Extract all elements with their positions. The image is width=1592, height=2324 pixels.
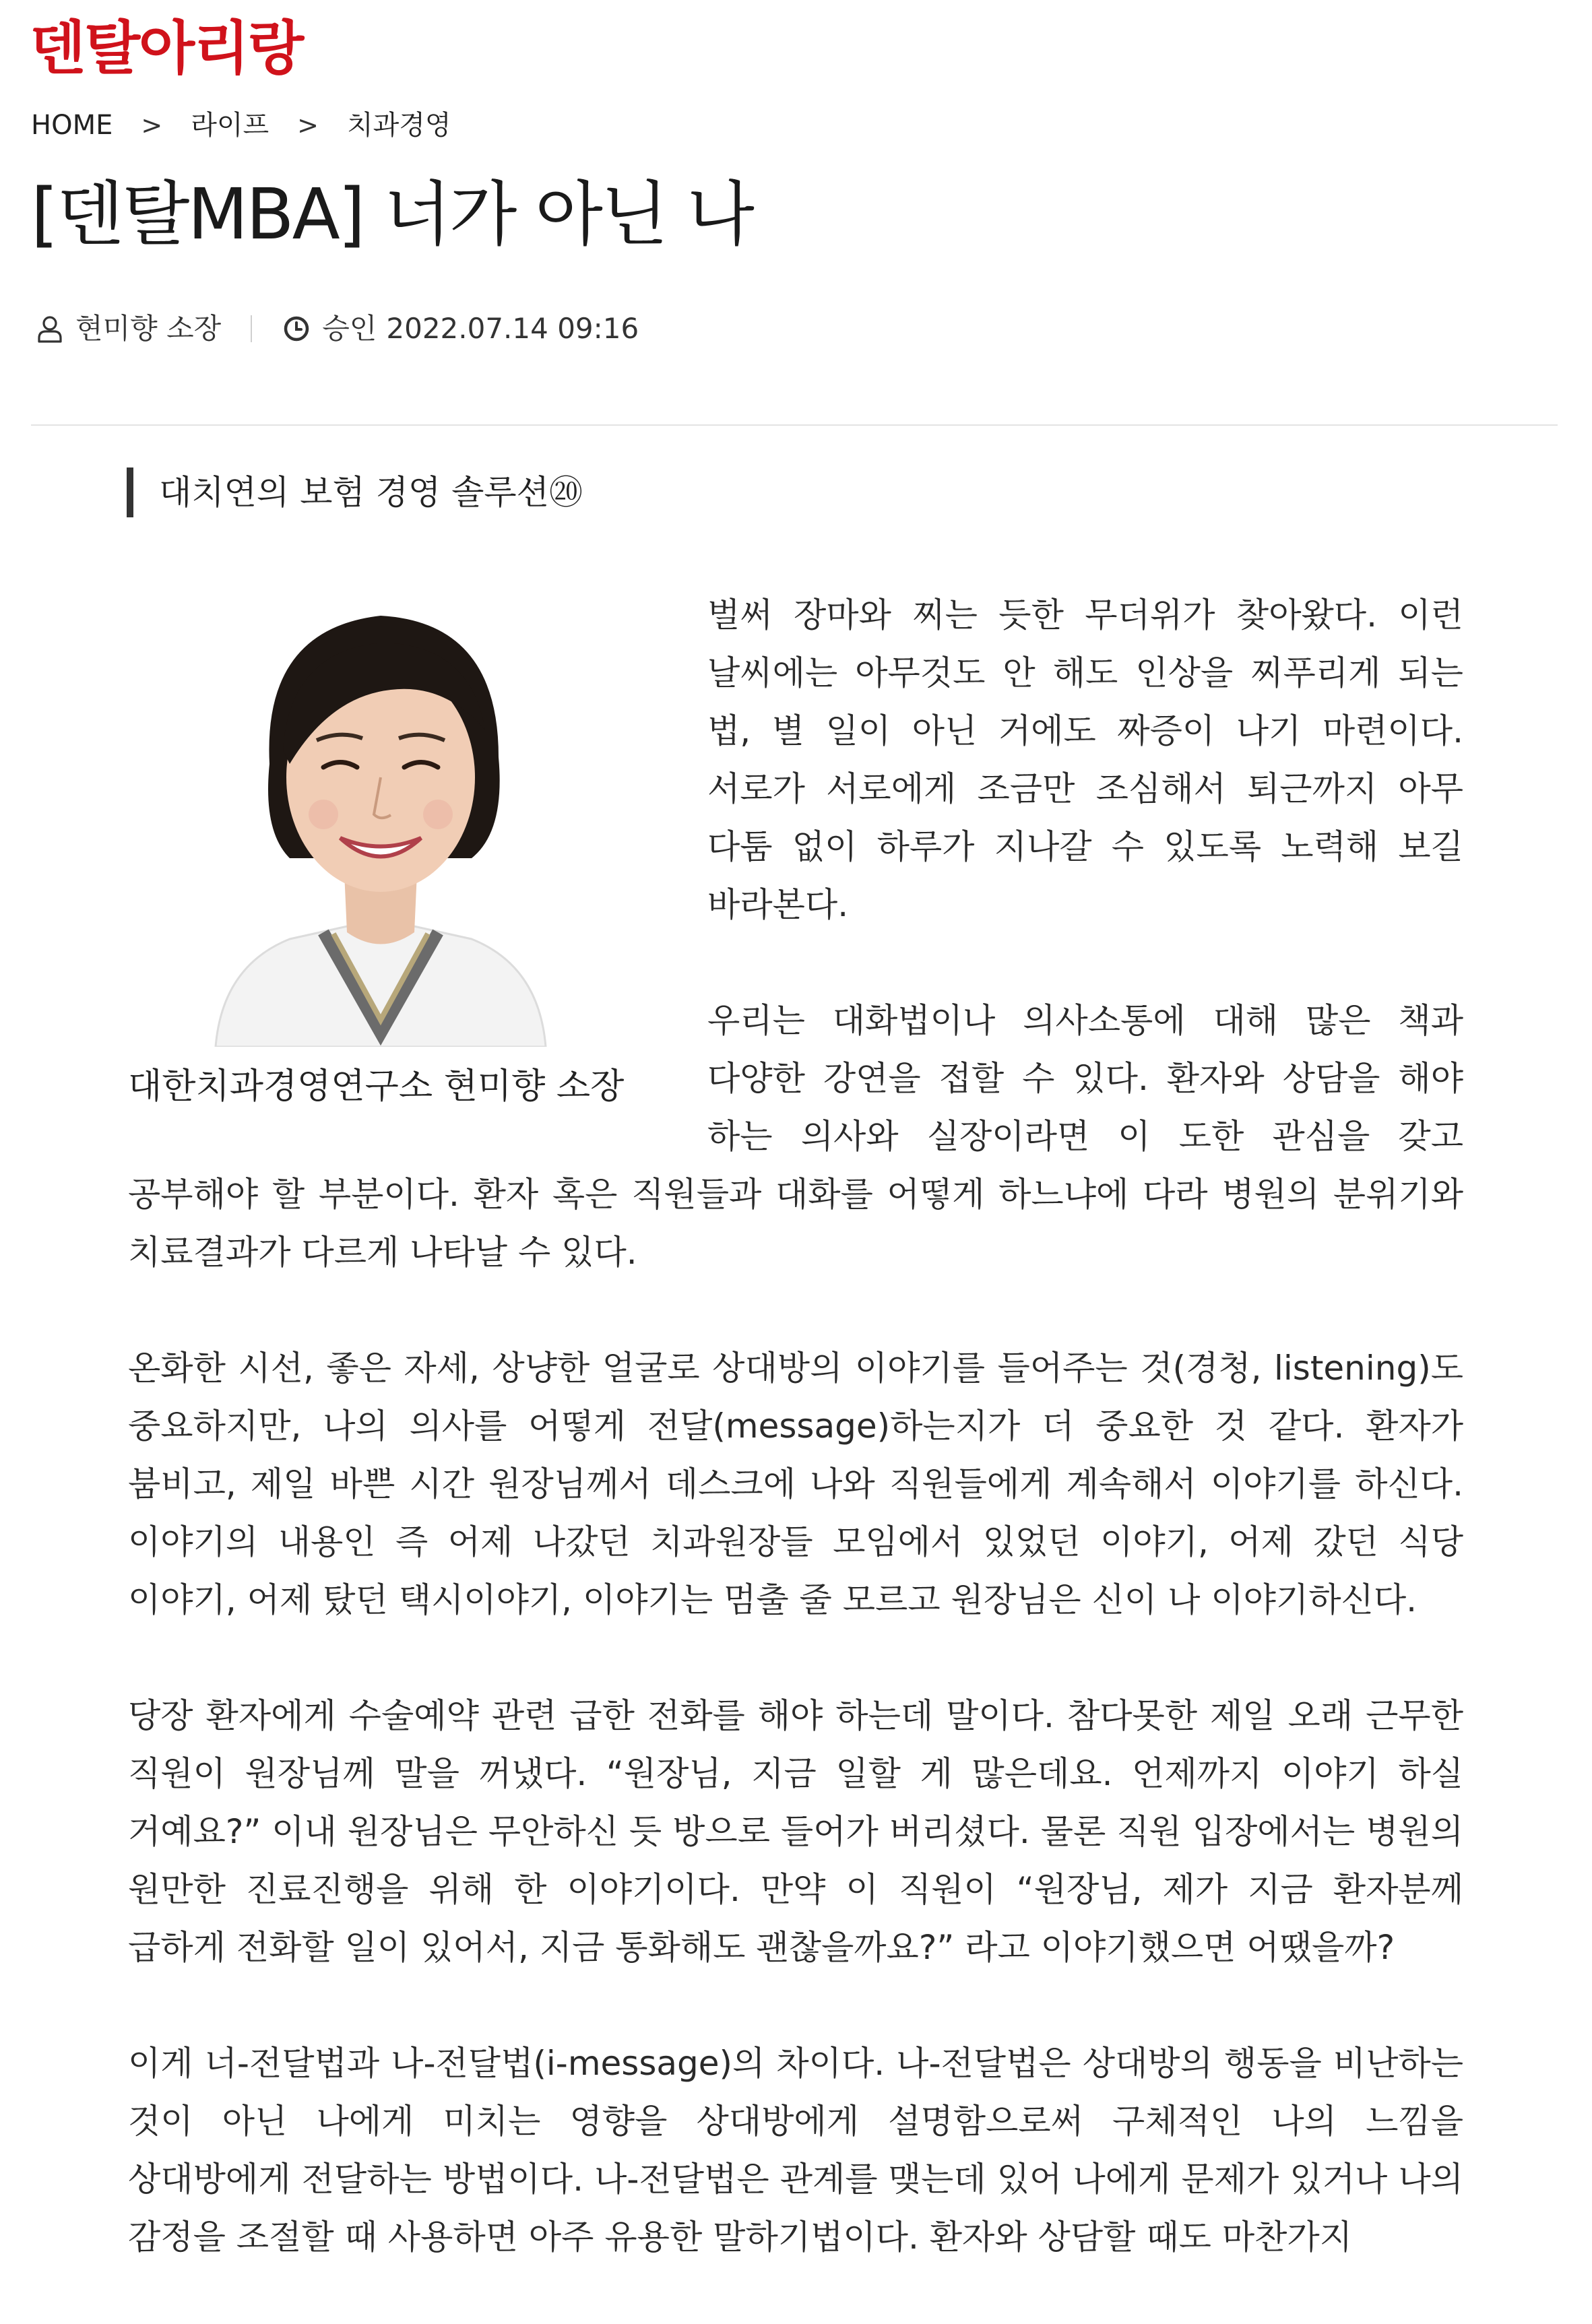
article-paragraph: 온화한 시선, 좋은 자세, 상냥한 얼굴로 상대방의 이야기를 들어주는 것(경청, listening)도 중요하지만, 나의 의사를 어떻게 전달(message)하는지가 더 중요한 것 같다. 환자가 붐비고, 제일 바쁜 시간 원장님께서 데스크에 나와 직원들에게 계속해서 이야기를 하신다. 이야기의 내용인 즉 어제 나갔던 치과원장들 모임에서 있었던 이야기, 어제 갔던 식당 이야기, 어제 탔던 택시이야기, 이야기는 멈출 줄 모르고 원장님은 신이 나 이야기하신다. bbox=[128, 1349, 1463, 1619]
breadcrumb-dental-management[interactable]: 치과경영 bbox=[346, 110, 451, 141]
user-icon bbox=[35, 314, 65, 344]
article-meta bbox=[35, 309, 639, 349]
breadcrumb-home[interactable]: HOME bbox=[31, 110, 113, 141]
meta-divider bbox=[251, 315, 252, 342]
chevron-right-icon: > bbox=[297, 110, 319, 140]
chevron-right-icon: > bbox=[141, 110, 163, 140]
approved-datetime: 2022.07.14 09:16 bbox=[386, 312, 639, 345]
clock-icon bbox=[282, 314, 311, 344]
breadcrumb-life[interactable]: 라이프 bbox=[191, 110, 269, 141]
site-logo[interactable]: 덴탈아리랑 bbox=[30, 15, 303, 82]
breadcrumb bbox=[31, 106, 451, 144]
author-name[interactable]: 현미향 소장 bbox=[75, 312, 222, 345]
article-title: [덴탈MBA] 너가 아닌 나 bbox=[31, 173, 753, 255]
article-paragraph: 당장 환자에게 수술예약 관련 급한 전화를 해야 하는데 말이다. 참다못한 제일 오래 근무한 직원이 원장님께 말을 꺼냈다. “원장님, 지금 일할 게 많은데요. 언제까지 이야기 하실 거예요?” 이내 원장님은 무안하신 듯 방으로 들어가 버리셨다. 물론 직원 입장에서는 병원의 원만한 진료진행을 위해 한 이야기이다. 만약 이 직원이 “원장님, 제가 지금 환자분께 급하게 전화할 일이 있어서, 지금 통화해도 괜찮을까요?” 라고 이야기했으면 어땠을까? bbox=[128, 1696, 1463, 1967]
author-photo-figure bbox=[128, 586, 667, 1114]
header-divider bbox=[31, 424, 1558, 426]
photo-caption: 대한치과경영연구소 현미향 소장 bbox=[128, 1066, 625, 1107]
approved-label: 승인 bbox=[322, 312, 377, 345]
article-paragraph: 벌써 장마와 찌는 듯한 무더위가 찾아왔다. 이런 날씨에는 아무것도 안 해도 인상을 찌푸리게 되는 법, 별 일이 아닌 거에도 짜증이 나기 마련이다. 서로가 서로에게 조금만 조심해서 퇴근까지 아무 다툼 없이 하루가 지나갈 수 있도록 노력해 보길 바라본다. bbox=[707, 595, 1463, 924]
article-body bbox=[128, 586, 1463, 2324]
article-subheading: 대치연의 보험 경영 솔루션⑳ bbox=[127, 467, 583, 517]
article-paragraph: 이게 너-전달법과 나-전달법(i-message)의 차이다. 나-전달법은 상대방의 행동을 비난하는 것이 아닌 나에게 미치는 영향을 상대방에게 설명함으로써 구체적인 나의 느낌을 상대방에게 전달하는 방법이다. 나-전달법은 관계를 맺는데 있어 나에게 문제가 있거나 나의 감정을 조절할 때 사용하면 아주 유용한 말하기법이다. 환자와 상담할 때도 마찬가지 bbox=[128, 2044, 1463, 2257]
author-photo bbox=[189, 589, 573, 1047]
article-paragraph: 우리는 대화법이나 의사소통에 대해 많은 책과 다양한 강연을 접할 수 있다. 환자와 상담을 해야 하는 의사와 실장이라면 이 도한 관심을 갖고 공부해야 할 부분이다. 환자 혹은 직원들과 대화를 어떻게 하느냐에 다라 병원의 분위기와 치료결과가 다르게 나타날 수 있다. bbox=[128, 1001, 1463, 1272]
